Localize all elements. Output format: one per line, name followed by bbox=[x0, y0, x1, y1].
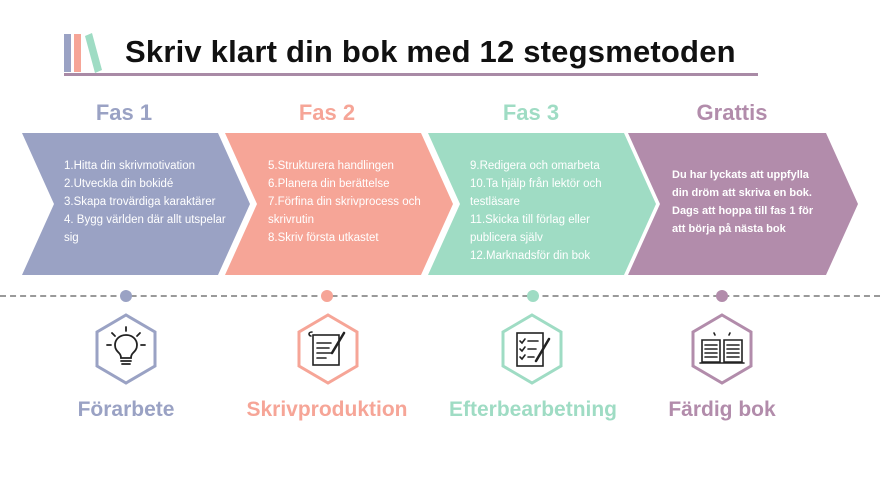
timeline-dot-2 bbox=[321, 290, 333, 302]
timeline-dot-4 bbox=[716, 290, 728, 302]
phase-4-heading: Grattis bbox=[696, 100, 768, 125]
phase-3-steps: 9.Redigera och omarbeta 10.Ta hjälp från lektör och testläsare 11.Skicka till förlag eller publicera själv 12.Marknadsför din bok bbox=[470, 160, 602, 262]
checklist-icon bbox=[500, 313, 564, 385]
timeline-line bbox=[0, 295, 880, 297]
title-underline bbox=[64, 73, 758, 76]
phase-1-heading: Fas 1 bbox=[95, 100, 153, 125]
phase-1-label: Förarbete bbox=[77, 398, 175, 421]
phase-2-label: Skrivproduktion bbox=[246, 398, 408, 421]
phase-3-heading: Fas 3 bbox=[502, 100, 560, 125]
phase-4-label: Färdig bok bbox=[668, 398, 776, 421]
phase-4-steps: Du har lyckats att uppfylla din dröm att skriva en bok. Dags att hoppa till fas 1 för att börja på nästa bok bbox=[672, 169, 814, 235]
page-title: Skriv klart din bok med 12 stegsmetoden bbox=[125, 34, 736, 69]
timeline-dot-1 bbox=[120, 290, 132, 302]
timeline-dot-3 bbox=[527, 290, 539, 302]
open-book-icon bbox=[690, 313, 754, 385]
lightbulb-icon bbox=[94, 313, 158, 385]
phase-2-heading: Fas 2 bbox=[298, 100, 356, 125]
phase-2-steps: 5.Strukturera handlingen 6.Planera din berättelse 7.Förfina din skrivprocess och skrivrutin 8.Skriv första utkastet bbox=[268, 160, 421, 244]
phase-1-steps: 1.Hitta din skrivmotivation 2.Utveckla din bokidé 3.Skapa trovärdiga karaktärer 4. Bygg världen där allt utspelar sig bbox=[64, 160, 226, 244]
writing-paper-icon bbox=[296, 313, 360, 385]
books-logo-icon bbox=[62, 30, 112, 74]
phase-3-label: Efterbearbetning bbox=[448, 398, 618, 421]
